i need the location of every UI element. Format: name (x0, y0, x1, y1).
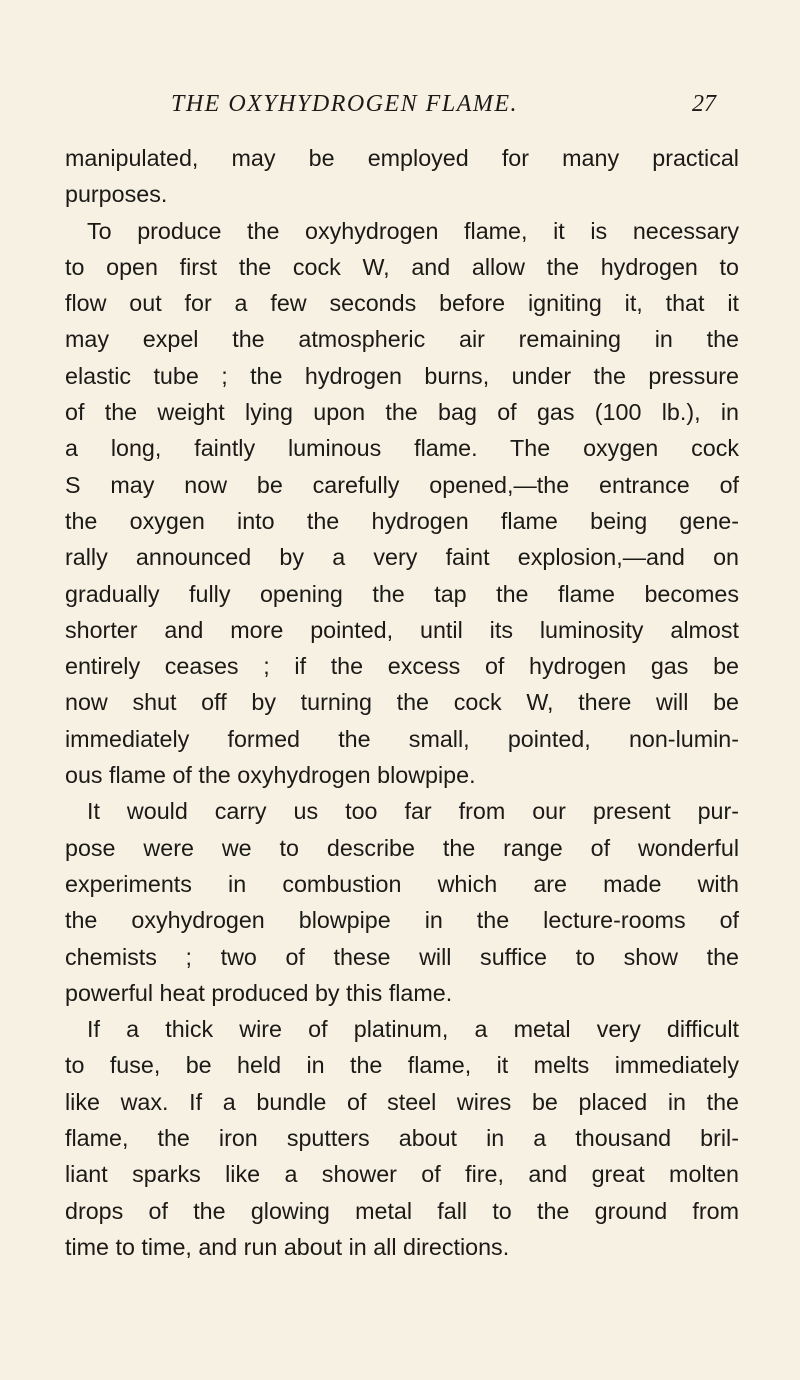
text-line: a long, faintly luminous flame. The oxygen cock (65, 435, 739, 462)
text-line: shorter and more pointed, until its luminosity almost (65, 616, 739, 643)
text-line: chemists ; two of these will suffice to show the (65, 943, 739, 970)
text-line: flame, the iron sputters about in a thousand bril- (65, 1125, 739, 1152)
text-line: to fuse, be held in the flame, it melts immediately (65, 1052, 739, 1079)
text-line: entirely ceases ; if the excess of hydrogen gas be (65, 653, 739, 680)
text-line: ous flame of the oxyhydrogen blowpipe. (65, 762, 476, 789)
text-line: now shut off by turning the cock W, there will be (65, 689, 739, 716)
text-line: to open first the cock W, and allow the hydrogen to (65, 253, 739, 280)
text-line: the oxygen into the hydrogen flame being gene- (65, 507, 739, 534)
text-line: powerful heat produced by this flame. (65, 979, 453, 1006)
text-line: of the weight lying upon the bag of gas (100 lb.), in (65, 399, 739, 426)
text-line: the oxyhydrogen blowpipe in the lecture-rooms of (65, 907, 739, 934)
text-line: flow out for a few seconds before igniting it, that it (65, 290, 739, 317)
text-line: may expel the atmospheric air remaining in the (65, 326, 739, 353)
text-line: time to time, and run about in all directions. (65, 1233, 510, 1260)
text-line: liant sparks like a shower of fire, and great molten (65, 1161, 739, 1188)
text-line: gradually fully opening the tap the flame becomes (65, 580, 739, 607)
text-line: To produce the oxyhydrogen flame, it is necessary (87, 217, 739, 244)
running-head (0, 84, 800, 124)
text-line: S may now be carefully opened,—the entrance of (65, 471, 739, 498)
text-line: It would carry us too far from our present pur- (87, 798, 739, 825)
text-line: purposes. (65, 181, 168, 208)
page-number: 27 (692, 91, 716, 117)
text-line: rally announced by a very faint explosion,—and on (65, 544, 739, 571)
text-line: experiments in combustion which are made with (65, 870, 739, 897)
text-line: pose were we to describe the range of wonderful (65, 834, 739, 861)
text-line: drops of the glowing metal fall to the ground from (65, 1197, 739, 1224)
text-line: like wax. If a bundle of steel wires be placed in the (65, 1088, 739, 1115)
text-line: elastic tube ; the hydrogen burns, under the pressure (65, 362, 739, 389)
text-line: immediately formed the small, pointed, non-lumin- (65, 725, 739, 752)
body-text (65, 140, 739, 1265)
running-title: THE OXYHYDROGEN FLAME. (171, 91, 519, 117)
text-line: manipulated, may be employed for many practical (65, 145, 739, 171)
text-line: If a thick wire of platinum, a metal very difficult (87, 1016, 739, 1043)
